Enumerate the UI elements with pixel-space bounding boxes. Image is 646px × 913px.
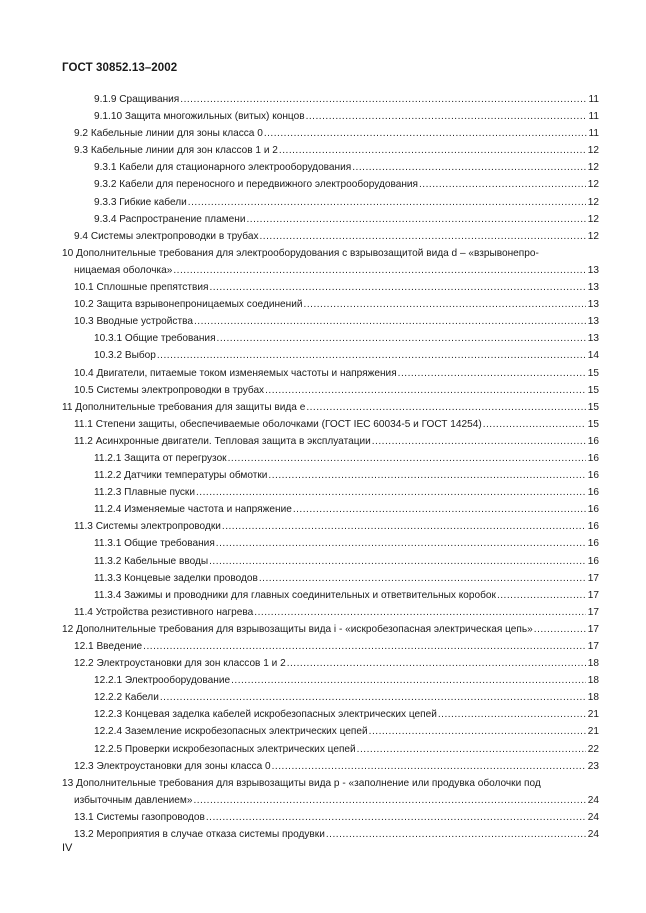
toc-leader-dots xyxy=(369,723,586,740)
toc-leader-dots xyxy=(279,142,586,159)
toc-page-number: 13 xyxy=(587,282,599,294)
toc-leader-dots xyxy=(326,826,586,843)
toc-entry[interactable] xyxy=(0,108,646,125)
toc-page-number: 17 xyxy=(587,606,599,618)
toc-entry-title: 11.3.2 Кабельные вводы xyxy=(94,555,209,567)
toc-entry[interactable] xyxy=(0,655,646,672)
toc-page-number: 16 xyxy=(587,470,599,482)
toc-entry-title: 12.2 Электроустановки для зон классов 1 и 2 xyxy=(74,658,286,670)
toc-entry-line xyxy=(94,706,599,723)
toc-page-number: 16 xyxy=(587,504,599,516)
toc-entry-title: 11.2.1 Защита от перегрузок xyxy=(94,452,227,464)
toc-entry-line xyxy=(74,655,599,672)
toc-entry-line xyxy=(74,758,599,775)
toc-leader-dots xyxy=(216,535,586,552)
toc-page-number: 17 xyxy=(587,572,599,584)
toc-entry-line xyxy=(94,91,599,108)
toc-entry-title: 11.2.3 Плавные пуски xyxy=(94,487,195,499)
toc-entry[interactable] xyxy=(0,758,646,775)
toc-entry[interactable] xyxy=(0,706,646,723)
toc-page-number: 15 xyxy=(587,418,599,430)
toc-entry-title: 9.2 Кабельные линии для зоны класса 0 xyxy=(74,128,263,140)
toc-page-number: 16 xyxy=(587,452,599,464)
toc-entry-title: 11.3.1 Общие требования xyxy=(94,538,215,550)
toc-entry-title: 13.2 Мероприятия в случае отказа системы продувки xyxy=(74,829,325,841)
toc-entry-line xyxy=(94,587,599,604)
toc-page-number: 12 xyxy=(587,213,599,225)
toc-entry[interactable] xyxy=(0,553,646,570)
toc-leader-dots xyxy=(194,313,586,330)
toc-entry-line xyxy=(94,176,599,193)
toc-page-number: 13 xyxy=(587,333,599,345)
toc-entry-line xyxy=(94,553,599,570)
toc-entry-title: 9.3.1 Кабели для стационарного электрооборудования xyxy=(94,162,352,174)
toc-entry-title: 12.2.4 Заземление искробезопасных электрических цепей xyxy=(94,726,368,738)
toc-leader-dots xyxy=(438,706,586,723)
toc-entry-title: 10.5 Системы электропроводки в трубах xyxy=(74,384,265,396)
toc-entry[interactable] xyxy=(0,279,646,296)
toc-entry-title: 9.1.10 Защита многожильных (витых) концов xyxy=(94,111,305,123)
toc-entry-line xyxy=(94,672,599,689)
toc-entry[interactable] xyxy=(0,176,646,193)
toc-page-number: 14 xyxy=(587,350,599,362)
toc-leader-dots xyxy=(196,484,586,501)
toc-page-number: 17 xyxy=(587,623,599,635)
toc-entry-title: 11.3.3 Концевые заделки проводов xyxy=(94,572,258,584)
toc-leader-dots xyxy=(357,741,586,758)
toc-entry-line xyxy=(74,604,599,621)
toc-leader-dots xyxy=(265,382,586,399)
toc-entry-title: 11.3.4 Зажимы и проводники для главных соединительных и ответвительных коробок xyxy=(94,589,496,601)
toc-entry[interactable] xyxy=(0,638,646,655)
toc-entry[interactable] xyxy=(0,159,646,176)
toc-leader-dots xyxy=(419,176,586,193)
toc-entry[interactable] xyxy=(0,587,646,604)
toc-entry-title: 12.3 Электроустановки для зоны класса 0 xyxy=(74,760,271,772)
toc-entry-line xyxy=(74,296,599,313)
toc-entry[interactable] xyxy=(0,365,646,382)
toc-entry[interactable] xyxy=(0,450,646,467)
toc-entry[interactable] xyxy=(0,433,646,450)
toc-leader-dots xyxy=(143,638,586,655)
toc-page-number: 11 xyxy=(588,111,599,123)
toc-leader-dots xyxy=(268,467,585,484)
toc-leader-dots xyxy=(217,330,586,347)
toc-entry-title: 13.1 Системы газопроводов xyxy=(74,811,205,823)
toc-entry-title: 11.1 Степени защиты, обеспечиваемые оболочками (ГОСТ IEC 60034-5 и ГОСТ 14254) xyxy=(74,418,482,430)
toc-page-number: 16 xyxy=(587,538,599,550)
toc-entry-title: 10.1 Сплошные препятствия xyxy=(74,282,209,294)
toc-entry-line xyxy=(74,382,599,399)
toc-entry-title: 11 Дополнительные требования для защиты вида e xyxy=(62,401,306,413)
toc-entry[interactable] xyxy=(0,826,646,843)
toc-entry[interactable] xyxy=(0,228,646,245)
toc-leader-dots xyxy=(287,655,586,672)
toc-page-number: 16 xyxy=(587,521,599,533)
toc-entry-title: 9.3.3 Гибкие кабели xyxy=(94,196,187,208)
toc-leader-dots xyxy=(260,228,586,245)
page-number: IV xyxy=(62,842,73,854)
toc-entry-title: 11.4 Устройства резистивного нагрева xyxy=(74,606,254,618)
toc-entry[interactable] xyxy=(0,621,646,638)
toc-entry-title: ницаемая оболочка» xyxy=(74,264,173,276)
toc-page-number: 15 xyxy=(587,401,599,413)
toc-page-number: 24 xyxy=(587,829,599,841)
toc-entry-line xyxy=(74,313,599,330)
toc-page-number: 22 xyxy=(587,743,599,755)
toc-entry[interactable] xyxy=(0,330,646,347)
toc-page-number: 13 xyxy=(587,299,599,311)
toc-entry-line xyxy=(74,826,599,843)
toc-entry-line xyxy=(94,501,599,518)
toc-entry[interactable] xyxy=(0,245,646,279)
toc-entry[interactable] xyxy=(0,501,646,518)
toc-page-number: 13 xyxy=(587,316,599,328)
toc-page-number: 15 xyxy=(587,367,599,379)
toc-entry[interactable] xyxy=(0,91,646,108)
toc-entry-title: 10.4 Двигатели, питаемые током изменяемых частоты и напряжения xyxy=(74,367,397,379)
toc-entry-title: 10.3 Вводные устройства xyxy=(74,316,193,328)
toc-entry[interactable] xyxy=(0,484,646,501)
toc-entry-line xyxy=(94,194,599,211)
toc-entry-line xyxy=(94,484,599,501)
toc-leader-dots xyxy=(188,194,586,211)
toc-entry-title: 9.3 Кабельные линии для зон классов 1 и 2 xyxy=(74,145,278,157)
toc-entry-title: избыточным давлением» xyxy=(74,794,193,806)
toc-leader-dots xyxy=(293,501,586,518)
toc-page-number: 21 xyxy=(587,709,599,721)
toc-entry-title: 11.2.4 Изменяемые частота и напряжение xyxy=(94,504,292,516)
toc-entry[interactable] xyxy=(0,125,646,142)
toc-leader-dots xyxy=(193,792,585,809)
toc-leader-dots xyxy=(304,296,586,313)
toc-entry[interactable] xyxy=(0,399,646,416)
toc-leader-dots xyxy=(272,758,586,775)
toc-leader-dots xyxy=(264,125,587,142)
toc-leader-dots xyxy=(206,809,586,826)
toc-entry-title: 9.3.4 Распространение пламени xyxy=(94,213,246,225)
toc-entry[interactable] xyxy=(0,313,646,330)
toc-entry[interactable] xyxy=(0,296,646,313)
toc-entry-title: 11.3 Системы электропроводки xyxy=(74,521,221,533)
toc-page-number: 12 xyxy=(587,196,599,208)
toc-entry-line xyxy=(74,262,599,279)
toc-entry[interactable] xyxy=(0,809,646,826)
toc-entry-line xyxy=(94,347,599,364)
toc-entry-line xyxy=(94,467,599,484)
toc-leader-dots xyxy=(306,108,587,125)
toc-page-number: 24 xyxy=(587,811,599,823)
toc-entry-line xyxy=(74,279,599,296)
toc-leader-dots xyxy=(254,604,585,621)
toc-entry[interactable] xyxy=(0,416,646,433)
toc-entry-line xyxy=(94,450,599,467)
toc-leader-dots xyxy=(352,159,586,176)
toc-entry-title: 10.3.1 Общие требования xyxy=(94,333,216,345)
toc-leader-dots xyxy=(483,416,586,433)
toc-entry-line xyxy=(62,399,599,416)
toc-entry-line xyxy=(94,159,599,176)
toc-page-number: 11 xyxy=(588,94,599,105)
toc-entry[interactable] xyxy=(0,142,646,159)
toc-entry-title: 12 Дополнительные требования для взрывозащиты вида i - «искробезопасная электрическая цепь» xyxy=(62,623,533,635)
toc-entry-title-line: 13 Дополнительные требования для взрывозащиты вида p - «заполнение или продувка оболочки под xyxy=(62,777,541,789)
toc-leader-dots xyxy=(228,450,586,467)
toc-entry-line xyxy=(74,365,599,382)
toc-entry[interactable] xyxy=(0,604,646,621)
toc-entry[interactable] xyxy=(0,382,646,399)
toc-page-number: 18 xyxy=(587,675,599,687)
toc-entry-line xyxy=(74,416,599,433)
toc-leader-dots xyxy=(157,347,586,364)
toc-page-number: 15 xyxy=(587,384,599,396)
toc-leader-dots xyxy=(497,587,586,604)
toc-entry-line xyxy=(94,330,599,347)
toc-entry-line xyxy=(74,518,599,535)
toc-entry-title: 10.2 Защита взрывонепроницаемых соединений xyxy=(74,299,303,311)
toc-entry[interactable] xyxy=(0,211,646,228)
table-of-contents xyxy=(0,91,646,843)
toc-page-number: 24 xyxy=(587,794,599,806)
toc-entry-title: 12.2.1 Электрооборудование xyxy=(94,675,231,687)
toc-entry-line xyxy=(94,689,599,706)
toc-entry-title: 11.2 Асинхронные двигатели. Тепловая защита в эксплуатации xyxy=(74,435,371,447)
toc-entry-line xyxy=(74,228,599,245)
toc-entry[interactable] xyxy=(0,741,646,758)
toc-entry-line xyxy=(74,142,599,159)
toc-entry[interactable] xyxy=(0,535,646,552)
toc-entry[interactable] xyxy=(0,570,646,587)
toc-leader-dots xyxy=(231,672,586,689)
toc-entry-title: 11.2.2 Датчики температуры обмотки xyxy=(94,470,268,482)
toc-entry-title: 9.3.2 Кабели для переносного и передвижного электрооборудования xyxy=(94,179,418,191)
toc-entry-title: 9.1.9 Сращивания xyxy=(94,94,180,105)
toc-entry-title: 12.2.5 Проверки искробезопасных электрических цепей xyxy=(94,743,356,755)
toc-leader-dots xyxy=(222,518,586,535)
toc-entry-title: 12.1 Введение xyxy=(74,641,143,652)
toc-leader-dots xyxy=(160,689,586,706)
toc-entry-line xyxy=(74,809,599,826)
toc-page-number: 16 xyxy=(587,487,599,499)
toc-entry-line xyxy=(62,621,599,638)
toc-entry-line xyxy=(94,211,599,228)
toc-page-number: 16 xyxy=(587,435,599,447)
toc-entry-line xyxy=(94,535,599,552)
toc-leader-dots xyxy=(259,570,586,587)
toc-entry-line xyxy=(94,108,599,125)
toc-entry-title: 12.2.3 Концевая заделка кабелей искробезопасных электрических цепей xyxy=(94,709,437,721)
toc-leader-dots xyxy=(180,91,586,108)
toc-entry[interactable] xyxy=(0,723,646,740)
toc-leader-dots xyxy=(534,621,586,638)
toc-page-number: 21 xyxy=(587,726,599,738)
toc-entry-line xyxy=(74,792,599,809)
toc-leader-dots xyxy=(306,399,585,416)
toc-leader-dots xyxy=(209,553,586,570)
toc-entry[interactable] xyxy=(0,518,646,535)
toc-entry[interactable] xyxy=(0,689,646,706)
toc-entry-title: 10.3.2 Выбор xyxy=(94,350,156,362)
document-header: ГОСТ 30852.13–2002 xyxy=(62,62,178,74)
toc-entry-title: 9.4 Системы электропроводки в трубах xyxy=(74,230,259,242)
toc-leader-dots xyxy=(173,262,585,279)
toc-page-number: 17 xyxy=(587,589,599,601)
toc-page-number: 12 xyxy=(587,145,599,157)
toc-page-number: 17 xyxy=(587,641,599,652)
toc-leader-dots xyxy=(246,211,585,228)
toc-entry-line xyxy=(74,638,599,655)
toc-entry[interactable] xyxy=(0,347,646,364)
toc-entry-line xyxy=(74,125,599,142)
toc-page-number: 13 xyxy=(587,264,599,276)
toc-page-number: 16 xyxy=(587,555,599,567)
toc-entry-title: 12.2.2 Кабели xyxy=(94,692,159,704)
toc-entry-line xyxy=(74,433,599,450)
toc-entry[interactable] xyxy=(0,194,646,211)
toc-entry[interactable] xyxy=(0,672,646,689)
toc-entry[interactable] xyxy=(0,775,646,809)
toc-leader-dots xyxy=(398,365,586,382)
toc-page-number: 23 xyxy=(587,760,599,772)
toc-page-number: 18 xyxy=(587,658,599,670)
toc-page-number: 18 xyxy=(587,692,599,704)
toc-entry-line xyxy=(94,570,599,587)
toc-entry-line xyxy=(94,741,599,758)
toc-entry[interactable] xyxy=(0,467,646,484)
toc-entry-line xyxy=(94,723,599,740)
toc-page-number: 12 xyxy=(587,230,599,242)
toc-leader-dots xyxy=(372,433,586,450)
toc-entry-title-line: 10 Дополнительные требования для электрооборудования с взрывозащитой вида d – «взрывонепро- xyxy=(62,247,539,259)
toc-page-number: 12 xyxy=(587,179,599,191)
toc-leader-dots xyxy=(209,279,585,296)
toc-page-number: 12 xyxy=(587,162,599,174)
toc-page-number: 11 xyxy=(588,128,599,140)
